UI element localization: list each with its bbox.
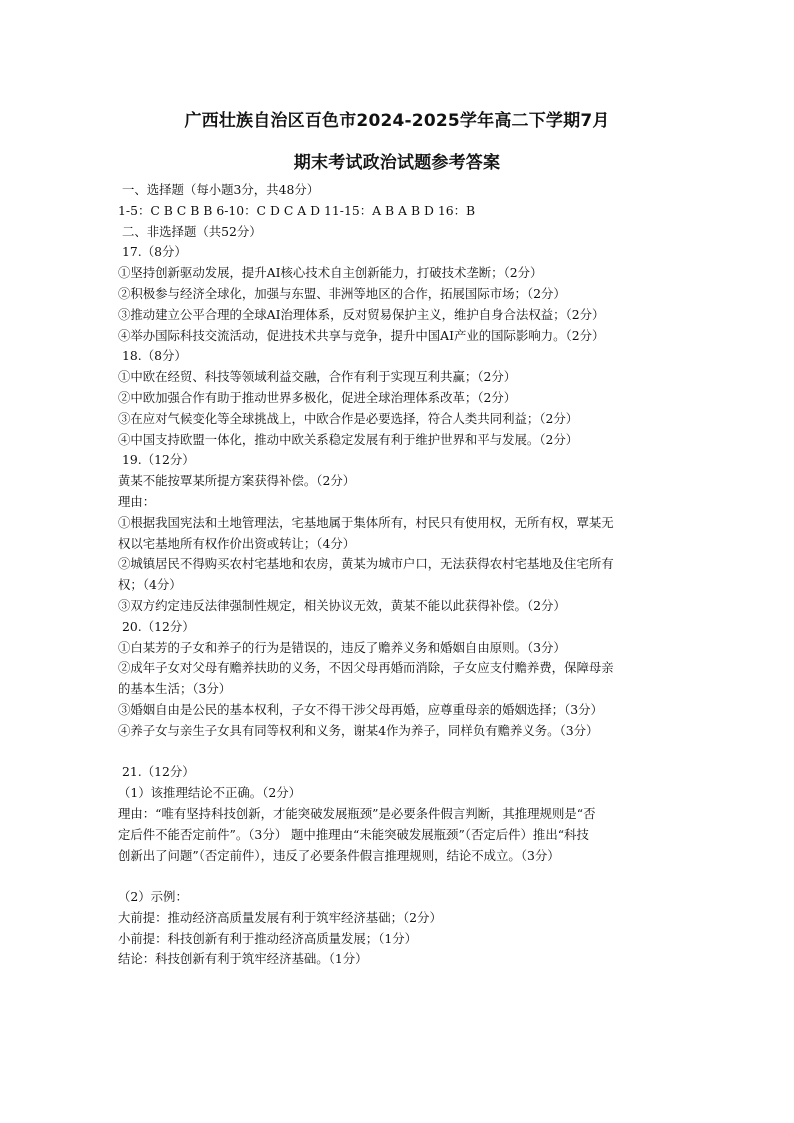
- q18-line: ③在应对气候变化等全球挑战上，中欧合作是必要选择，符合人类共同利益；（2分）: [118, 410, 579, 426]
- q21-part2-line: 大前提：推动经济高质量发展有利于筑牢经济基础；（2分）: [118, 909, 442, 925]
- q17-line: ④举办国际科技交流活动，促进技术共享与竞争，提升中国AI产业的国际影响力。（2分）: [118, 327, 605, 343]
- q20-line: 的基本生活；（3分）: [118, 681, 232, 697]
- q19-line: 权以宅基地所有权作价出资或转让；（4分）: [118, 535, 356, 551]
- q20-line: ④养子女与亲生子女具有同等权利和义务，谢某4作为养子，同样负有赡养义务。（3分）: [118, 722, 599, 738]
- q18-line: ④中国支持欧盟一体化，推动中欧关系稳定发展有利于维护世界和平与发展。（2分）: [118, 431, 579, 447]
- section1-heading: 一、选择题（每小题3分，共48分）: [122, 182, 320, 197]
- q19-line: 权；（4分）: [118, 577, 182, 593]
- q20-number: 20.（12分）: [122, 618, 195, 634]
- q17-line: ③推动建立公平合理的全球AI治理体系，反对贸易保护主义，维护自身合法权益；（2分）: [118, 306, 605, 322]
- q20-line: ③婚姻自由是公民的基本权利，子女不得干涉父母再婚，应尊重母亲的婚姻选择；（3分）: [118, 701, 603, 717]
- q21-part1-line: 定后件不能否定前件”。（3分） 题中推理由“未能突破发展瓶颈”（否定后件）推出“科技: [118, 826, 589, 842]
- q19-line: ①根据我国宪法和土地管理法，宅基地属于集体所有，村民只有使用权，无所有权，覃某无: [118, 514, 614, 530]
- q19-line: ③双方约定违反法律强制性规定，相关协议无效，黄某不能以此获得补偿。（2分）: [118, 597, 566, 613]
- q21-part1-line: 创新出了问题”（否定前件），违反了必要条件假言推理规则，结论不成立。（3分）: [118, 847, 560, 863]
- q17-line: ①坚持创新驱动发展，提升AI核心技术自主创新能力，打破技术垄断；（2分）: [118, 265, 543, 281]
- q20-line: ②成年子女对父母有赡养扶助的义务，不因父母再婚而消除，子女应支付赡养费，保障母亲: [118, 660, 614, 676]
- q17-line: ②积极参与经济全球化，加强与东盟、非洲等地区的合作，拓展国际市场；（2分）: [118, 285, 566, 301]
- q21-part2-line: 小前提：科技创新有利于推动经济高质量发展；（1分）: [118, 930, 418, 946]
- q18-line: ②中欧加强合作有助于推动世界多极化，促进全球治理体系改革；（2分）: [118, 389, 517, 405]
- q18-line: ①中欧在经贸、科技等领域利益交融，合作有利于实现互利共赢；（2分）: [118, 369, 517, 385]
- q19-line: 黄某不能按覃某所提方案获得补偿。（2分）: [118, 473, 356, 489]
- q19-line: 理由：: [118, 493, 156, 509]
- q19-line: ②城镇居民不得购买农村宅基地和农房，黄某为城市户口，无法获得农村宅基地及住宅所有: [118, 556, 614, 572]
- section2-heading: 二、非选择题（共52分）: [122, 223, 262, 239]
- q17-number: 17.（8分）: [122, 244, 187, 260]
- document-title-line1: 广西壮族自治区百色市2024-2025学年高二下学期7月: [184, 111, 610, 131]
- q18-number: 18.（8分）: [122, 348, 187, 364]
- q21-part2-line: （2）示例：: [118, 889, 188, 905]
- choice-answers: 1-5：C B C B B 6-10：C D C A D 11-15：A B A B D 16：B: [118, 202, 476, 218]
- answer-body: [118, 180, 678, 970]
- blank-line: [118, 742, 678, 763]
- blank-line: [118, 866, 678, 887]
- q21-part2-line: 结论：科技创新有利于筑牢经济基础。（1分）: [118, 951, 368, 967]
- q19-number: 19.（12分）: [122, 452, 195, 468]
- q21-number: 21.（12分）: [122, 764, 195, 780]
- q21-part1-line: （1）该推理结论不正确。（2分）: [118, 785, 302, 801]
- q20-line: ①白某芳的子女和养子的行为是错误的，违反了赡养义务和婚姻自由原则。（3分）: [118, 639, 566, 655]
- q21-part1-line: 理由：“唯有坚持科技创新，才能突破发展瓶颈”是必要条件假言判断，其推理规则是“否: [118, 805, 596, 821]
- document-title-line2: 期末考试政治试题参考答案: [293, 153, 501, 173]
